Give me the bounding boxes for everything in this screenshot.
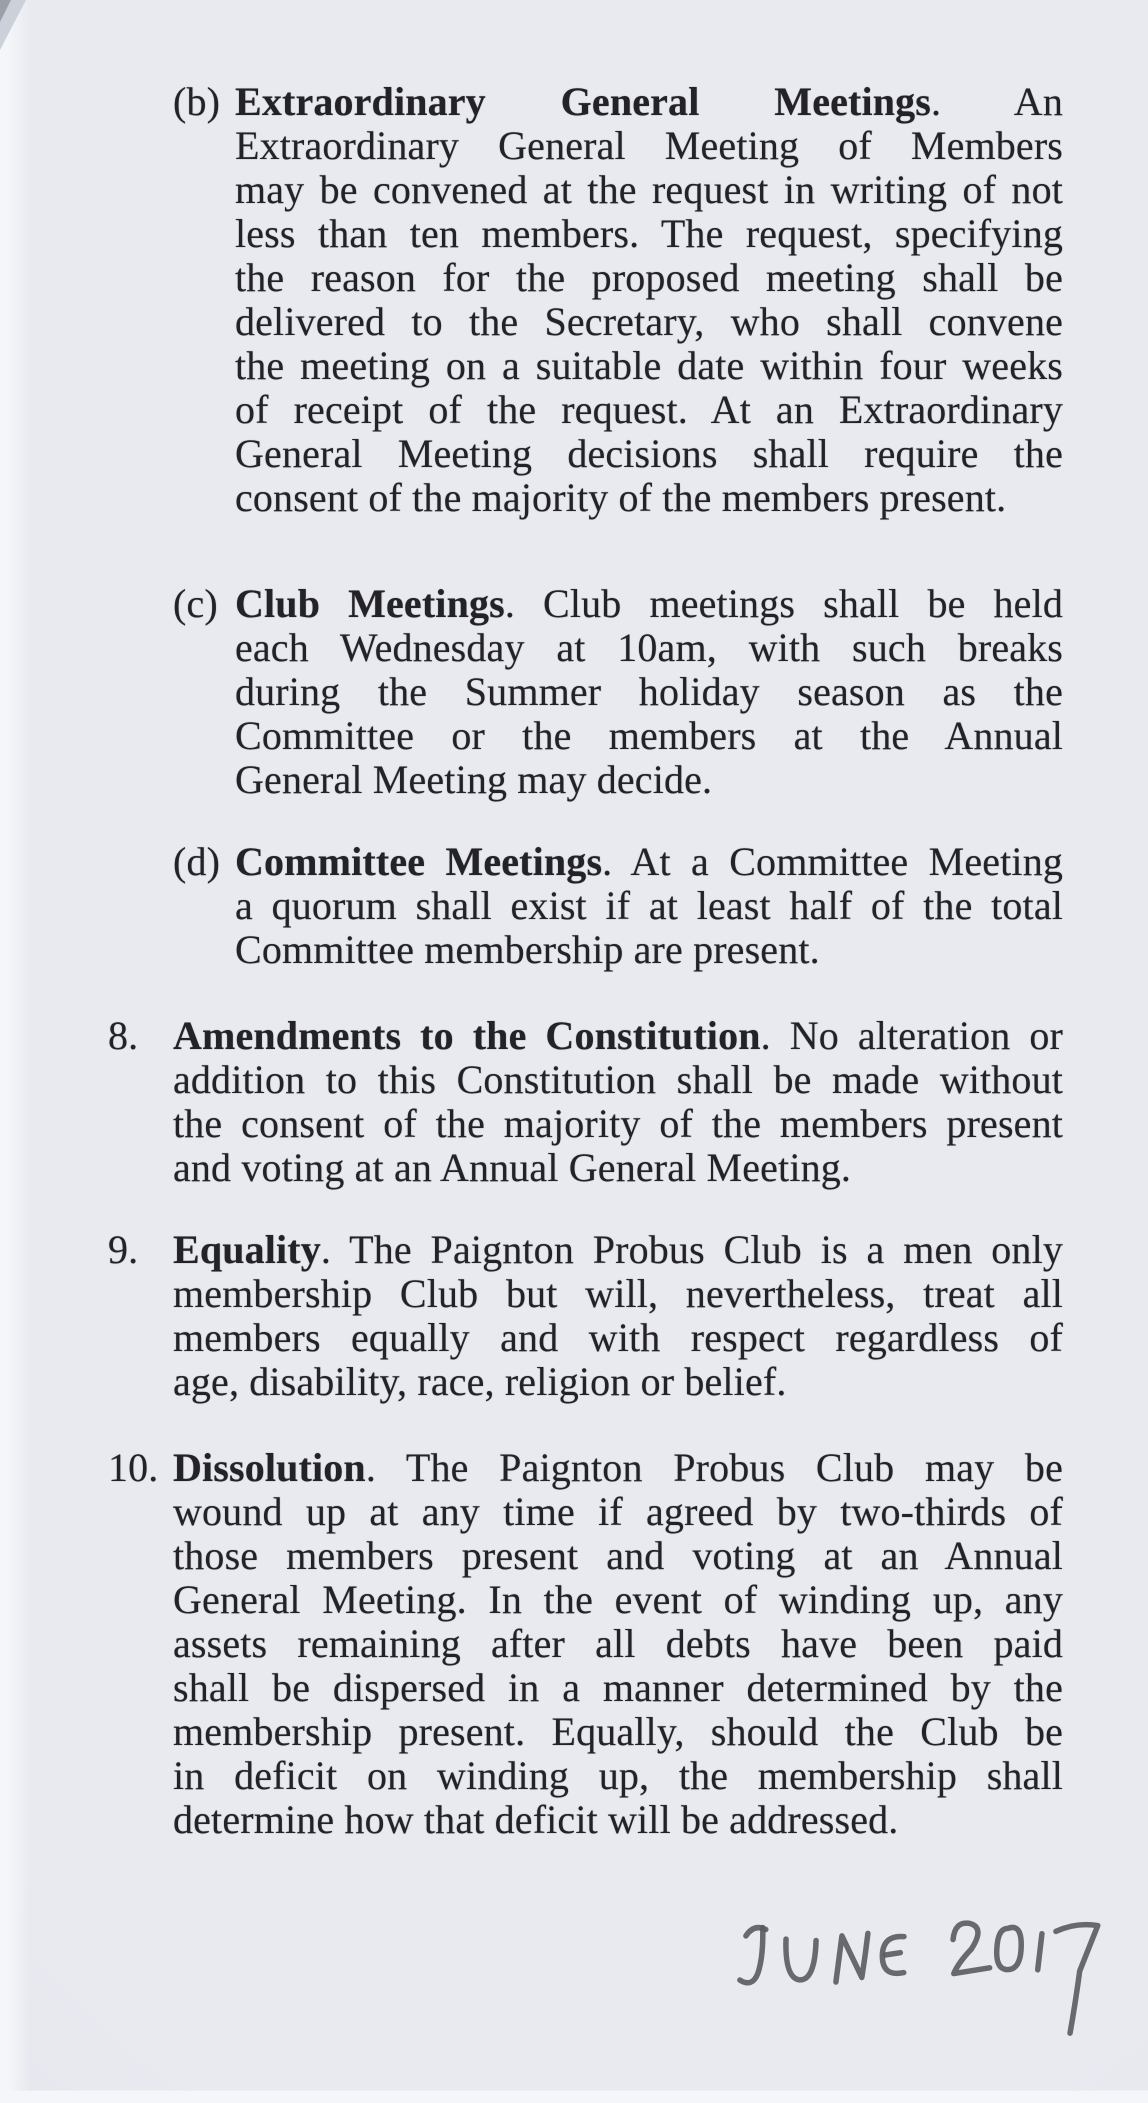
text-line: determine how that deficit will be addressed. (173, 1797, 899, 1842)
text-line: addition to this Constitution shall be made without (173, 1057, 1063, 1102)
text-line: 10. Dissolution. The Paignton Probus Club may be (108, 1445, 1063, 1490)
handwriting-word-2017 (953, 1920, 1100, 2035)
text-line: members equally and with respect regardless of (173, 1315, 1063, 1360)
text-line: (b) Extraordinary General Meetings. An (173, 79, 1063, 124)
clause-8 (108, 1014, 1063, 1190)
clause-label: (d) (173, 839, 221, 884)
text-line: of receipt of the request. At an Extraordinary (235, 387, 1063, 432)
pen-stroke (739, 1928, 764, 1983)
text-line: (c) Club Meetings. Club meetings shall be held (173, 581, 1063, 626)
text-line: the meeting on a suitable date within four weeks (235, 343, 1063, 388)
text-line: Committee or the members at the Annual (235, 713, 1063, 758)
text-line: those members present and voting at an Annual (173, 1533, 1063, 1578)
clause-9 (108, 1228, 1063, 1404)
pen-stroke (996, 1927, 1022, 1970)
clause-label: (b) (173, 79, 221, 124)
clause-title: Dissolution (173, 1445, 366, 1490)
text-line: General Meeting may decide. (235, 757, 713, 802)
text-line: consent of the majority of the members present. (235, 475, 1007, 520)
clause-10 (108, 1446, 1063, 1842)
text-line: may be convened at the request in writing of not (235, 167, 1063, 212)
text-line: General Meeting decisions shall require the (235, 431, 1063, 476)
text-line: the consent of the majority of the members present (173, 1101, 1063, 1146)
clause-title: Extraordinary General Meetings (235, 79, 932, 124)
clause-label: 9. (108, 1227, 139, 1272)
text-line: in deficit on winding up, the membership shall (173, 1753, 1063, 1798)
text-line: (d) Committee Meetings. At a Committee Meeting (173, 839, 1063, 884)
text-line: the reason for the proposed meeting shall be (235, 255, 1063, 300)
text-line: Extraordinary General Meeting of Members (235, 123, 1063, 168)
text-line: age, disability, race, religion or belief. (173, 1359, 787, 1404)
text-line: each Wednesday at 10am, with such breaks (235, 625, 1063, 670)
clause-label: (c) (173, 581, 218, 626)
text-line: 9. Equality. The Paignton Probus Club is a men only (108, 1227, 1063, 1272)
clause-title: Committee Meetings (235, 839, 603, 884)
clause-title: Amendments to the Constitution (173, 1013, 761, 1058)
text-line: wound up at any time if agreed by two-thirds of (173, 1489, 1063, 1534)
text-line: 8. Amendments to the Constitution. No alteration or (108, 1013, 1063, 1058)
text-line: during the Summer holiday season as the (235, 669, 1063, 714)
text-line: a quorum shall exist if at least half of the total (235, 883, 1063, 928)
text-line: Committee membership are present. (235, 927, 820, 972)
clause-d (173, 840, 1063, 972)
pen-stroke (786, 1938, 817, 1980)
text-line: assets remaining after all debts have been paid (173, 1621, 1063, 1666)
pen-stroke (885, 1953, 900, 1955)
handwriting-word-june (739, 1925, 905, 1984)
pen-stroke (953, 1923, 990, 1974)
text-line: General Meeting. In the event of winding up, any (173, 1577, 1063, 1622)
clause-title: Equality (173, 1227, 321, 1272)
pen-stroke (1056, 1924, 1100, 2033)
text-line: delivered to the Secretary, who shall convene (235, 299, 1063, 344)
handwritten-date (731, 1906, 1134, 2064)
clause-label: 8. (108, 1013, 139, 1058)
text-line: less than ten members. The request, specifying (235, 211, 1063, 256)
text-line: membership Club but will, nevertheless, treat all (173, 1271, 1063, 1316)
text-line: and voting at an Annual General Meeting. (173, 1145, 852, 1190)
text-line: shall be dispersed in a manner determined by the (173, 1665, 1063, 1710)
pen-stroke (1037, 1934, 1043, 1970)
clause-c (173, 582, 1063, 802)
text-line: membership present. Equally, should the Club be (173, 1709, 1063, 1754)
clause-label: 10. (108, 1445, 159, 1490)
clause-b (173, 80, 1063, 520)
pen-stroke (835, 1933, 869, 1982)
clause-title: Club Meetings (235, 581, 505, 626)
